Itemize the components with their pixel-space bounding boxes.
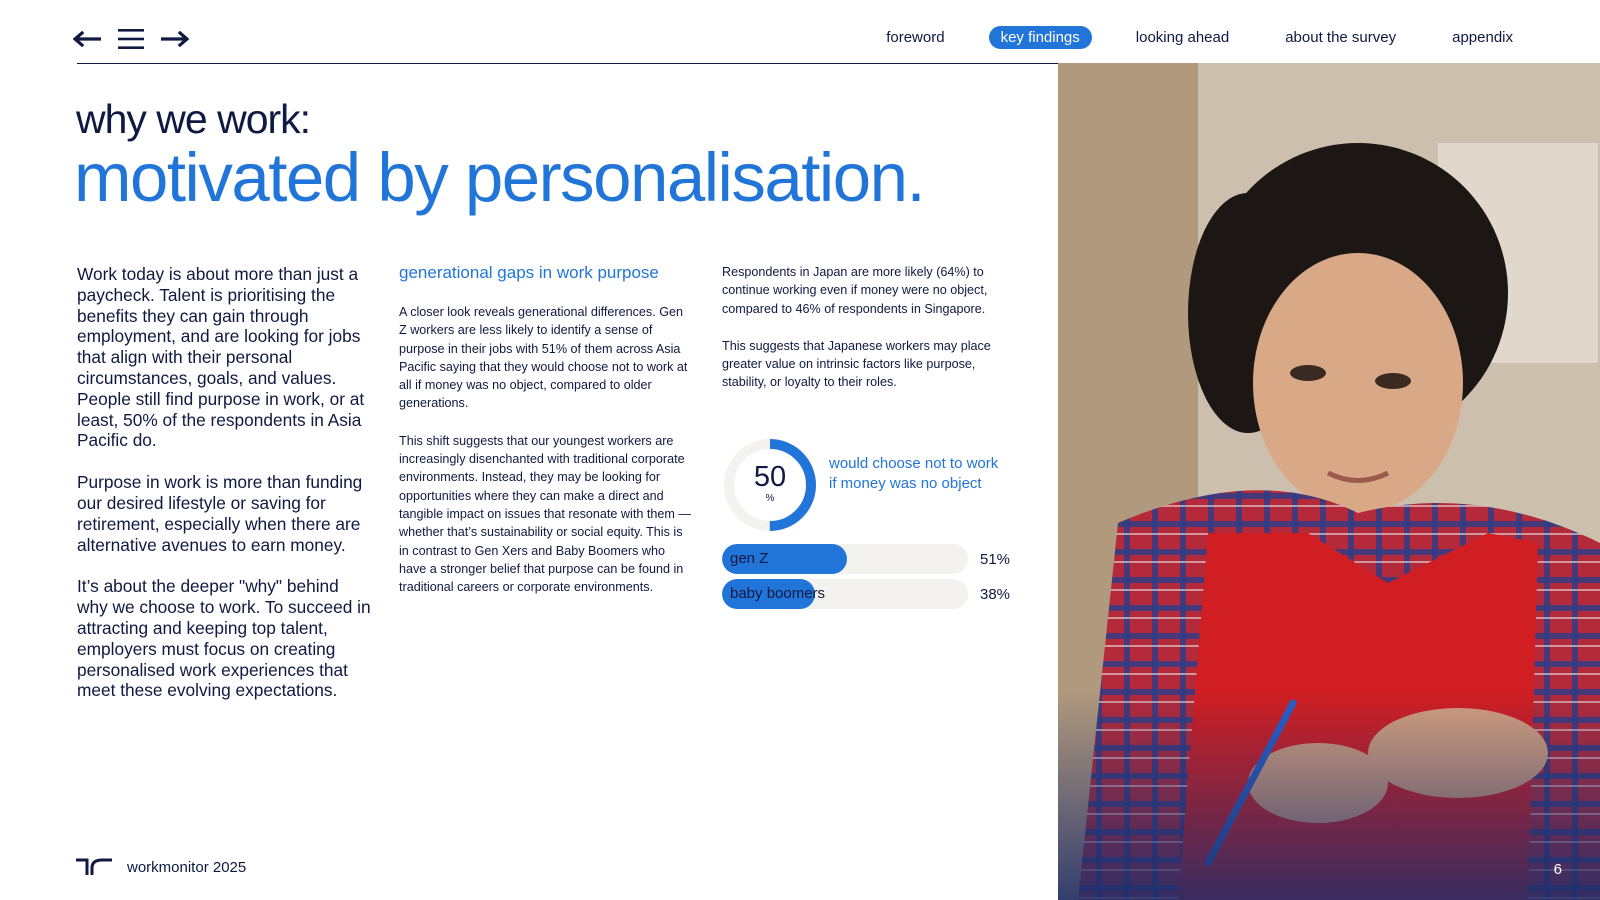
bar-row-gen-z [722, 544, 1022, 574]
body-paragraph: Respondents in Japan are more likely (64%) to continue working even if money were no object, compared to 46% of respondents in Singapore. [722, 265, 988, 316]
bar-row-baby-boomers [722, 579, 1022, 609]
body-paragraph: This suggests that Japanese workers may place greater value on intrinsic factors like purpose, stability, or loyalty to their roles. [722, 338, 991, 390]
japan-column [722, 263, 1022, 411]
bar-value: 51% [980, 551, 1011, 568]
body-paragraph: A closer look reveals generational differences. Gen Z workers are less likely to identify a sense of purpose in their jobs with 51% of them across Asia Pacific saying that they would choose not to work at all if money was no object, compared to older generations. [399, 305, 688, 411]
nav-arrows [72, 26, 190, 52]
arrow-left-icon [73, 31, 101, 47]
intro-paragraph: It’s about the deeper "why" behind why we choose to work. To succeed in attracting and keeping top talent, employers must focus on creating personalised work experiences that meet these evolving expectations. [77, 576, 371, 701]
page-kicker: why we work: [76, 96, 311, 142]
header-divider [77, 63, 1058, 64]
stat-value: 50 [753, 461, 787, 493]
randstad-logo-icon [75, 858, 113, 876]
stat-unit: % [765, 493, 775, 504]
body-paragraph: This shift suggests that our youngest workers are increasingly disenchanted with traditional corporate environments. Instead, they may be looking for opportunities where they can make a direct and tangible impact on issues that resonate with them — whether that’s sustainability or social equity. This is in contrast to Gen Xers and Baby Boomers who have a stronger belief that purpose can be found in traditional careers or corporate environments. [399, 433, 691, 595]
arrow-right-icon [161, 31, 189, 47]
bar-label: baby boomers [730, 585, 826, 602]
forward-button[interactable] [160, 26, 190, 52]
stat-callout [722, 437, 1022, 533]
intro-paragraph: Purpose in work is more than funding our desired lifestyle or saving for retirement, especially when there are alternative avenues to earn money. [77, 472, 363, 555]
section-tabs [874, 26, 1525, 49]
bar-label: gen Z [730, 550, 769, 567]
bar-value: 38% [980, 586, 1011, 603]
menu-button[interactable] [116, 26, 146, 52]
section-subheading: generational gaps in work purpose [399, 263, 659, 282]
back-button[interactable] [72, 26, 102, 52]
generational-column [399, 263, 694, 615]
tab-foreword[interactable]: foreword [886, 29, 945, 46]
worker-illustration [1058, 63, 1600, 900]
page-number: 6 [1553, 861, 1562, 878]
intro-paragraph: Work today is about more than just a paycheck. Talent is prioritising the benefits they can gain through employment, and are looking for jobs that align with their personal circumstances, goals, and values. People still find purpose in work, or at least, 50% of the respondents in Asia Pacific do. [77, 264, 365, 451]
tab-key-findings[interactable]: key findings [989, 26, 1092, 49]
stat-label: would choose not to work if money was no object [829, 455, 999, 492]
hamburger-icon [117, 28, 145, 50]
intro-column [77, 264, 372, 722]
tab-appendix[interactable]: appendix [1452, 29, 1513, 46]
footer [75, 858, 246, 876]
tab-looking-ahead[interactable]: looking ahead [1135, 29, 1230, 46]
page-title: motivated by personalisation. [74, 139, 925, 216]
footer-title: workmonitor 2025 [127, 858, 247, 876]
tab-about-the-survey[interactable]: about the survey [1285, 29, 1397, 46]
worker-photo [1058, 63, 1600, 900]
